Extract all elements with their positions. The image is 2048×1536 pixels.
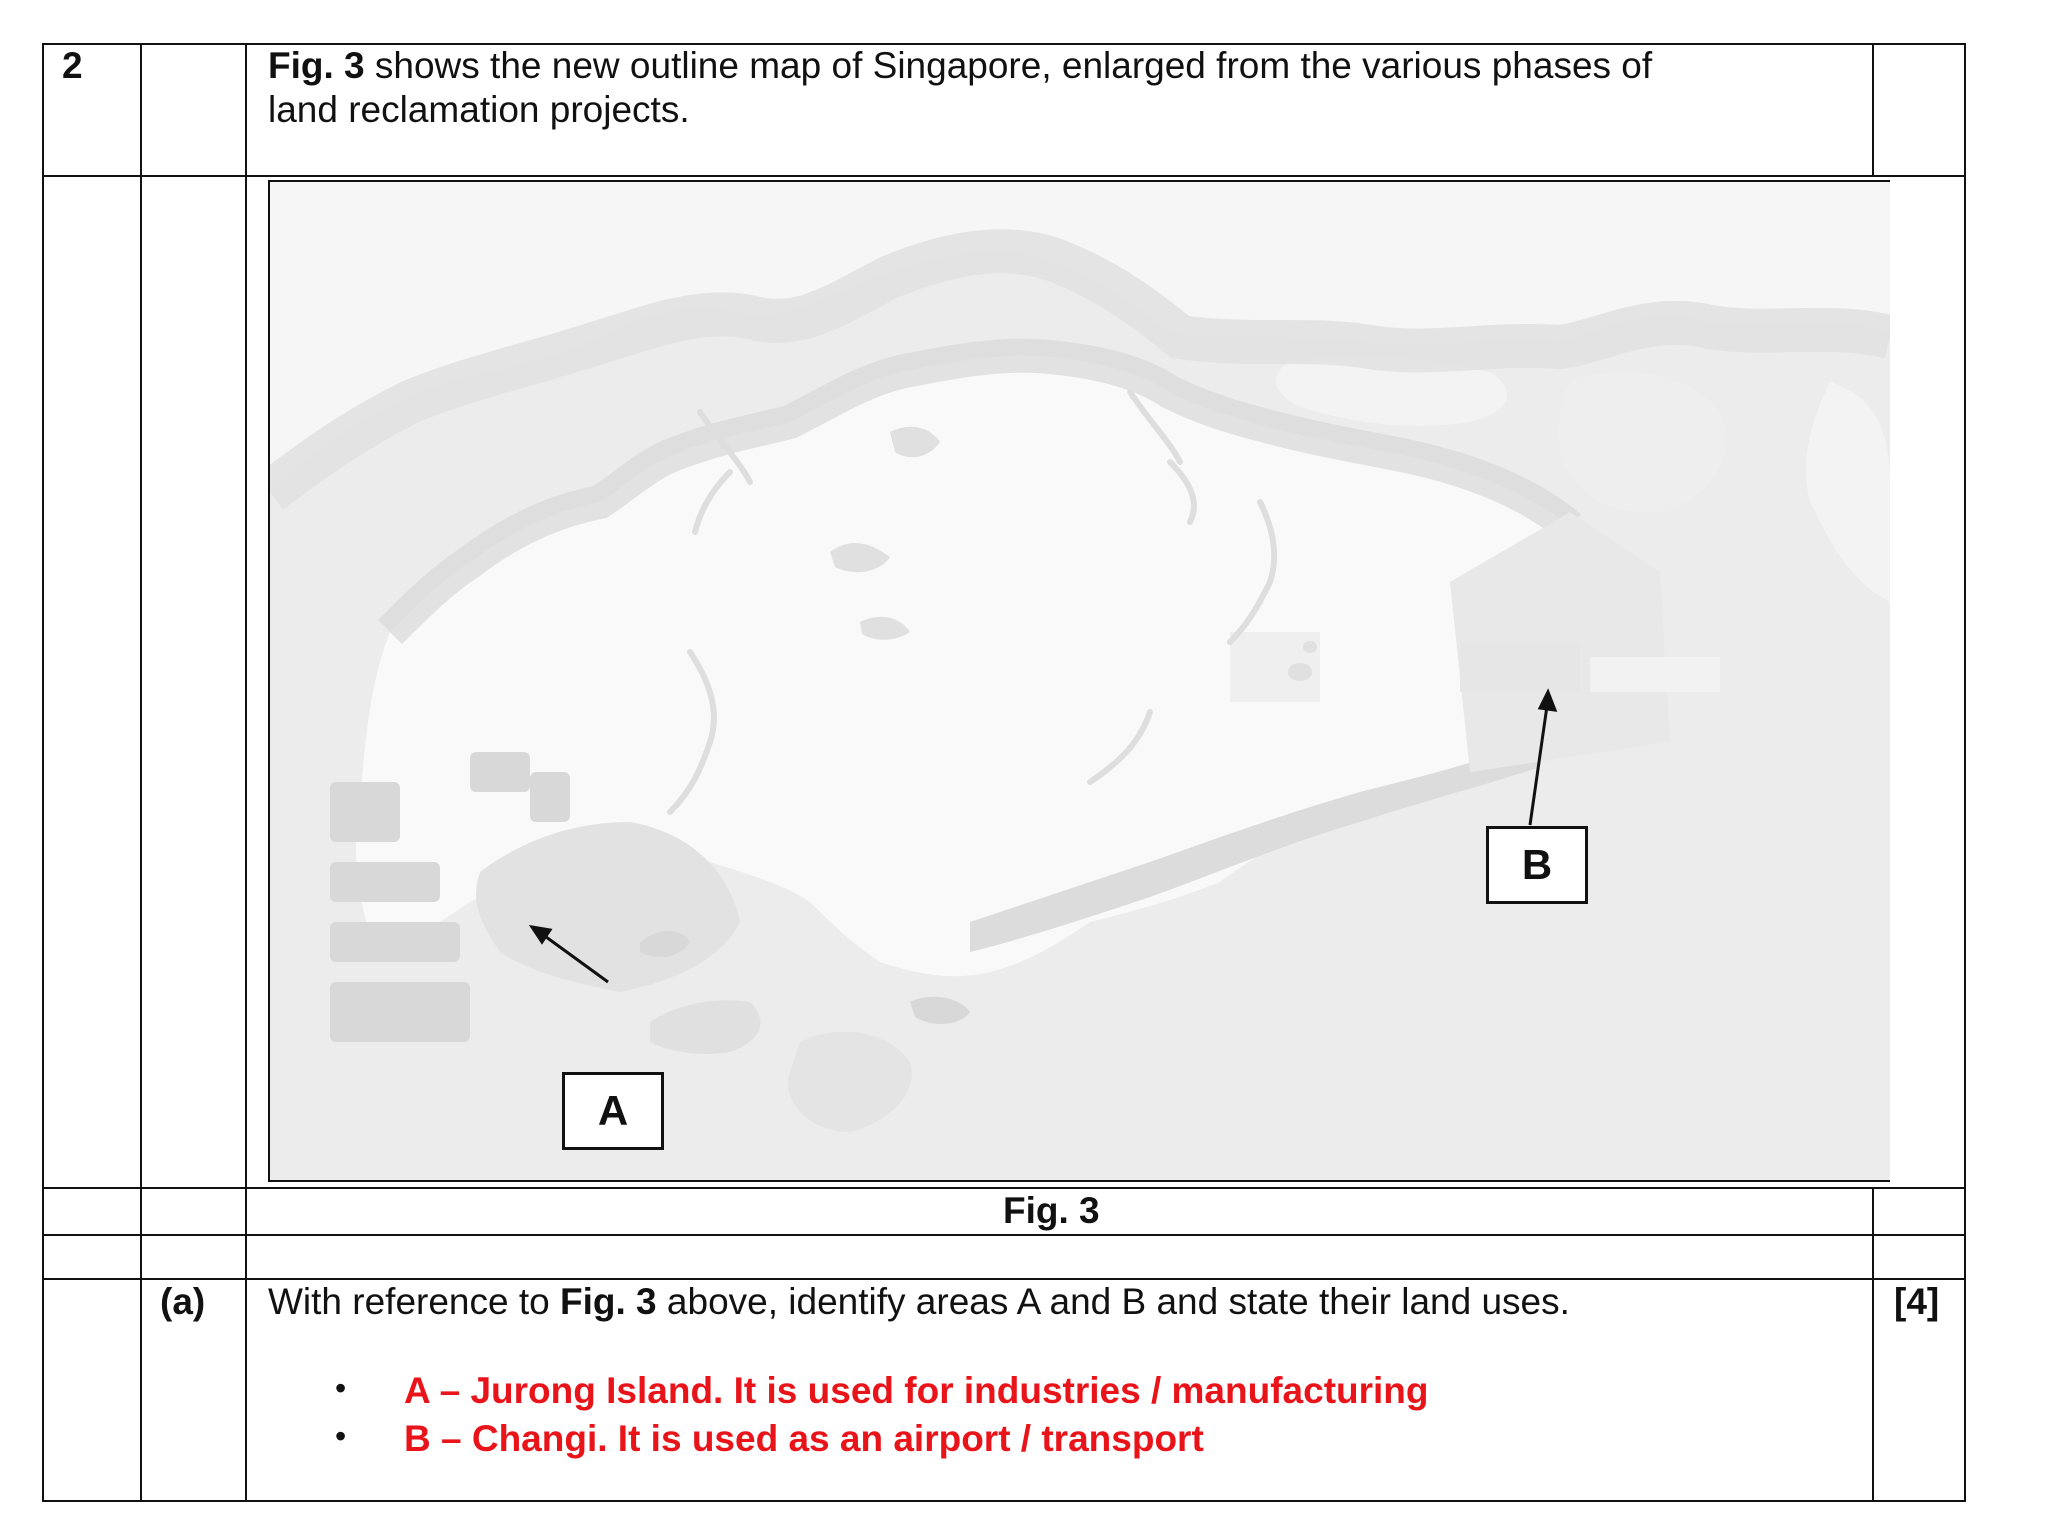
map-label-b: B xyxy=(1486,826,1588,904)
part-a-text-after: above, identify areas A and B and state their land uses. xyxy=(656,1281,1570,1322)
map-label-a: A xyxy=(562,1072,664,1150)
row-divider-3 xyxy=(42,1234,1966,1236)
singapore-map xyxy=(268,180,1890,1182)
question-number: 2 xyxy=(62,45,83,86)
part-a-label: (a) xyxy=(160,1281,206,1322)
part-a-question xyxy=(268,1280,1570,1324)
answer-b: B – Changi. It is used as an airport / transport xyxy=(404,1418,1204,1459)
figure-reference: Fig. 3 xyxy=(268,45,365,86)
bullet-2: • xyxy=(335,1418,347,1454)
part-a-figure-reference: Fig. 3 xyxy=(560,1281,657,1322)
question-intro-line2: land reclamation projects. xyxy=(268,89,690,130)
bullet-1: • xyxy=(335,1370,347,1406)
question-intro-line1 xyxy=(268,44,1652,88)
question-intro-text: shows the new outline map of Singapore, enlarged from the various phases of xyxy=(364,45,1653,86)
figure-caption: Fig. 3 xyxy=(1003,1190,1100,1231)
row-divider-1 xyxy=(42,175,1966,177)
col-divider-2 xyxy=(245,43,247,1502)
part-a-marks: [4] xyxy=(1894,1281,1940,1322)
table-border-bottom xyxy=(42,1500,1966,1502)
map-illustration xyxy=(270,182,1890,1180)
table-border-left xyxy=(42,43,44,1502)
part-a-text-before: With reference to xyxy=(268,1281,561,1322)
answer-a: A – Jurong Island. It is used for industries / manufacturing xyxy=(404,1370,1429,1411)
col-divider-3a xyxy=(1872,43,1874,177)
table-border-right xyxy=(1964,43,1966,1502)
col-divider-1 xyxy=(140,43,142,1502)
